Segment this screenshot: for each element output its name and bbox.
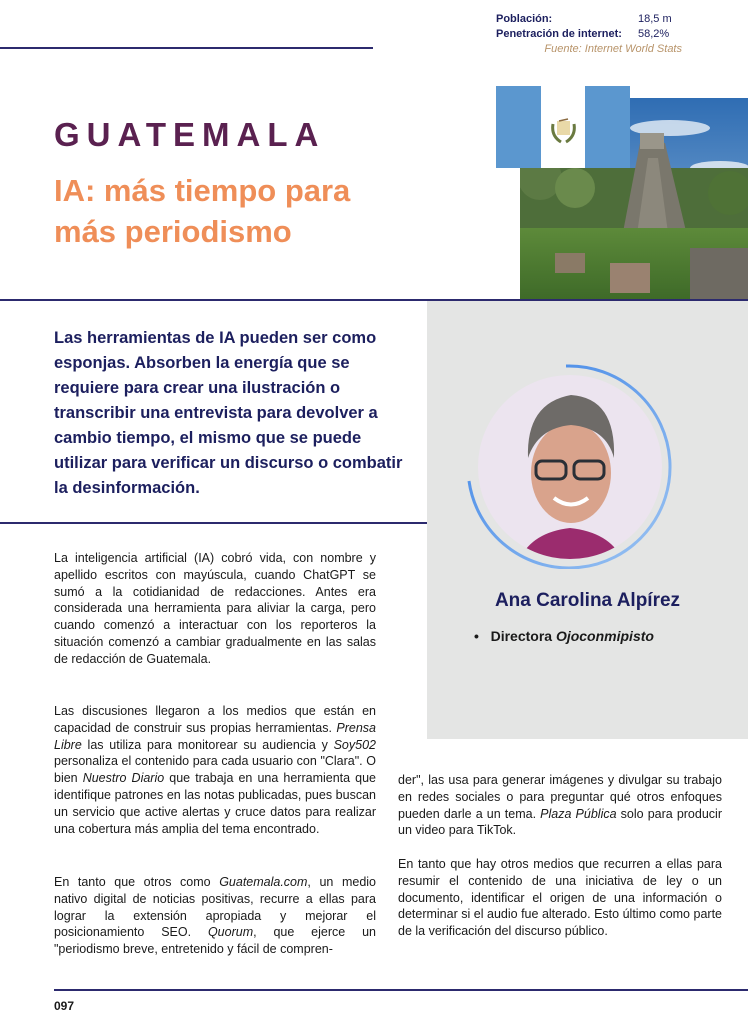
country-title: GUATEMALA bbox=[54, 116, 326, 153]
flag-left-stripe bbox=[496, 86, 541, 168]
media-name: Guatemala.com bbox=[219, 875, 308, 889]
article-paragraph-3 bbox=[54, 874, 376, 958]
text-run: , que ejerce un "periodismo breve, entretenido y fácil de compren- bbox=[54, 925, 376, 957]
article-paragraph-4 bbox=[398, 772, 722, 839]
article-paragraph-5: En tanto que hay otros medios que recurren a ellas para resumir el contenido de una iniciativa de ley o un documento, identificar el origen de una información o determinar si el audio fue alterado. Esto último como parte de la verificación del discurso público. bbox=[398, 857, 722, 939]
population-value: 18,5 m bbox=[638, 13, 672, 25]
lead-divider bbox=[0, 522, 427, 524]
internet-label: Penetración de internet: bbox=[496, 28, 622, 40]
text-run: Las discusiones llegaron a los medios que están en capacidad de construir sus propias herramientas. bbox=[54, 704, 376, 735]
media-name: Nuestro Diario bbox=[82, 771, 165, 786]
text-run: En tanto que otros como bbox=[54, 875, 220, 889]
text-run: que trabaja en una herramienta que identifique patrones en las notas publicadas, pues buscan un servicio que active alertas y cruce datos para realizar una cobertura más amplia del tema encontrado. bbox=[54, 771, 377, 836]
flag-center-stripe bbox=[541, 86, 586, 168]
role-title: Directora bbox=[490, 628, 553, 644]
headline-line-1: IA: más tiempo para bbox=[54, 173, 351, 208]
page-number: 097 bbox=[54, 999, 75, 1013]
internet-value: 58,2% bbox=[638, 28, 670, 40]
bullet-icon: • bbox=[474, 628, 491, 644]
population-label: Población: bbox=[496, 13, 553, 25]
footer-rule bbox=[54, 989, 748, 991]
media-name: Prensa Libre bbox=[54, 720, 376, 752]
text-run: , un medio nativo digital de noticias positivas, recurre a ellas para lograr la extensión apropiada y mejorar el posicionamiento SEO. bbox=[54, 875, 376, 940]
internet-row bbox=[496, 27, 682, 42]
headline bbox=[54, 170, 434, 252]
portrait-avatar bbox=[466, 363, 672, 569]
text-run: der", las usa para generar imágenes y divulgar su trabajo en redes sociales o para preguntar qué otros enfoques pueden darle a un tema. bbox=[398, 773, 722, 821]
profile-role bbox=[474, 628, 654, 644]
article-paragraph-1: La inteligencia artificial (IA) cobró vida, con nombre y apellido escritos con mayúscula, cuando ChatGPT se sumó a la cotidianidad de redacciones. Antes era considerada una herramienta para aliviar la carga, pero cuando comenzó a interactuar con los reporteros la situación comenzó a cambiar gradualmente en las salas de redacción de Guatemala. bbox=[54, 551, 376, 666]
text-run: personaliza el contenido para cada usuario con "Clara". O bien bbox=[54, 754, 376, 786]
article-paragraph-2 bbox=[54, 703, 376, 837]
text-run: solo para producir un video para TikTok. bbox=[398, 806, 722, 838]
top-rule bbox=[0, 47, 373, 49]
text-run: las utiliza para monitorear su audiencia y bbox=[81, 737, 334, 752]
media-name: Quorum bbox=[207, 925, 254, 940]
flag-right-stripe bbox=[585, 86, 630, 168]
portrait bbox=[466, 363, 672, 569]
guatemala-flag bbox=[496, 86, 630, 168]
lead-paragraph: Las herramientas de IA pueden ser como esponjas. Absorben la energía que se requiere para crear una ilustración o transcribir una entrevista para devolver a cambio tiempo, el mismo que se puede utilizar para verificar un discurso o combatir la desinformación. bbox=[54, 329, 403, 497]
profile-name: Ana Carolina Alpírez bbox=[494, 590, 681, 611]
media-name: Soy502 bbox=[333, 737, 376, 752]
role-org: Ojoconmipisto bbox=[555, 628, 654, 644]
population-row bbox=[496, 12, 682, 27]
headline-line-2: más periodismo bbox=[54, 214, 292, 249]
media-name: Plaza Pública bbox=[540, 806, 617, 821]
stats-source: Fuente: Internet World Stats bbox=[544, 43, 682, 55]
coat-of-arms-icon bbox=[541, 86, 586, 168]
country-stats bbox=[496, 12, 682, 57]
